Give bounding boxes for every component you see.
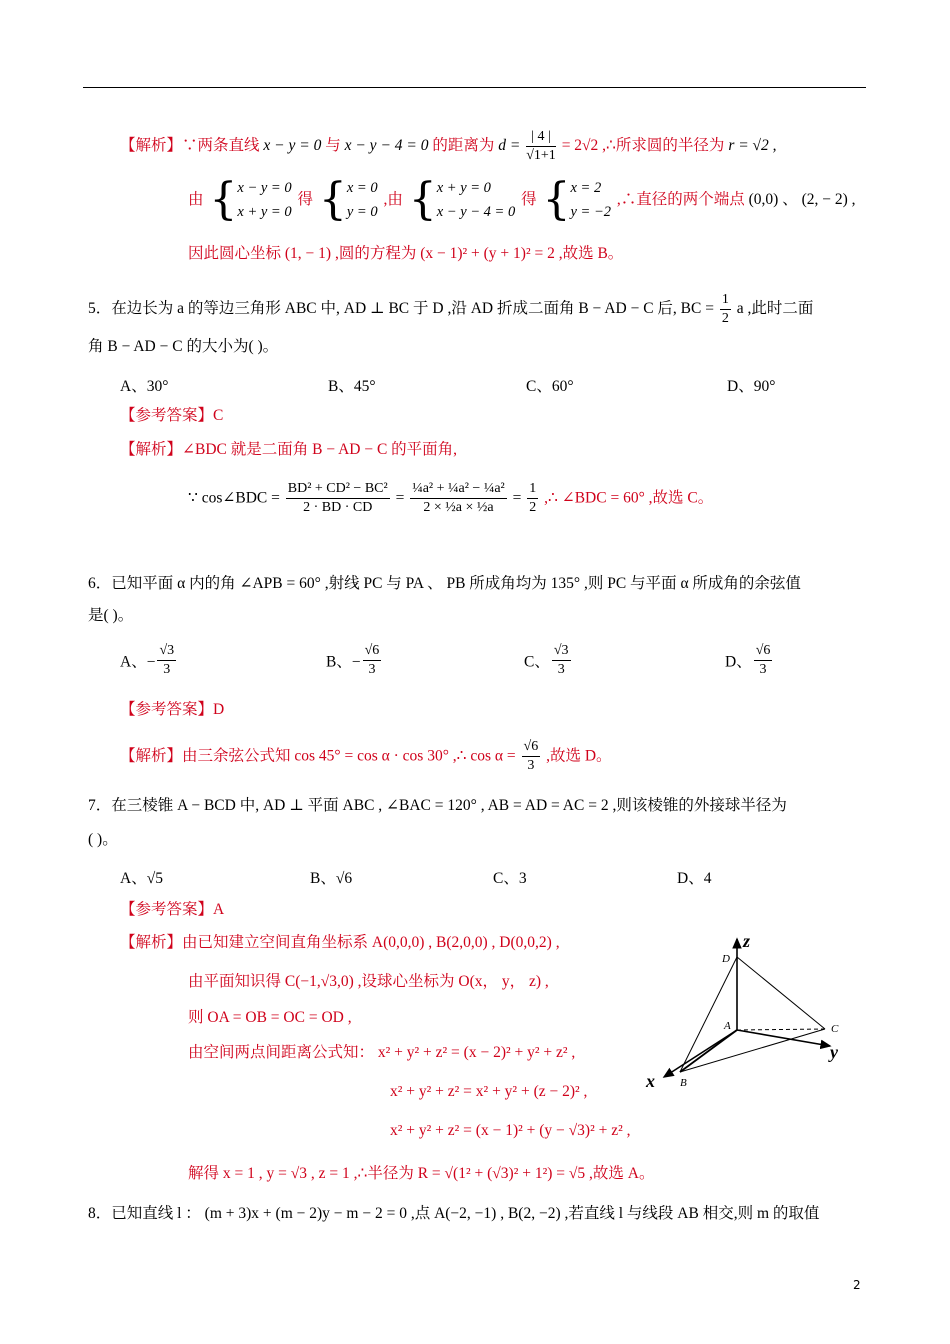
q6-stem-line2: 是( )。 — [88, 607, 134, 624]
equation-system-3: { x + y = 0 x − y − 4 = 0 — [408, 174, 516, 225]
q7-analysis-line5: x² + y² + z² = x² + y² + (z − 2)² , — [390, 1083, 588, 1100]
q5-option-a: A、30° — [120, 378, 169, 395]
edge-dc — [737, 957, 825, 1029]
point-b-label: B — [680, 1077, 687, 1089]
q6-option-c: C、 $\frac{√3}{3}$ — [524, 643, 569, 677]
q5-option-b: B、45° — [328, 378, 376, 395]
q5-option-d: D、90° — [727, 378, 776, 395]
q5-analysis-line2: ∵ cos∠BDC = $\frac{\text{BD² + CD² − BC²}}{2 \cdot BD \cdot CD}$ = $\frac{\text{¼a² + ¼a² − ¼a²}}{\text{2 × ½a × ½a}}$ = $\frac{1}{2}$ ,∴ ∠BDC = 60° ,故选 C。 — [188, 481, 714, 515]
q4-analysis-line3: 因此圆心坐标 (1, − 1) ,圆的方程为 (x − 1)² + (y + 1)² = 2 ,故选 B。 — [188, 245, 624, 262]
q7-analysis-line6: x² + y² + z² = (x − 1)² + (y − √3)² + z² , — [390, 1122, 631, 1139]
y-axis — [737, 1030, 830, 1046]
q5-option-c: C、60° — [526, 378, 574, 395]
q7-analysis-line3: 则 OA = OB = OC = OD , — [188, 1009, 352, 1026]
q7-option-c: C、3 — [493, 870, 527, 887]
equation-system-4: { x = 2 y = −2 — [542, 174, 611, 225]
edge-bc — [680, 1029, 825, 1072]
q5-analysis-line1: 【解析】∠BDC 就是二面角 B − AD − C 的平面角, — [120, 441, 458, 458]
q7-stem-line1: 7．在三棱锥 A − BCD 中, AD ⊥ 平面 ABC , ∠BAC = 120° , AB = AD = AC = 2 ,则该棱锥的外接球半径为 — [88, 797, 787, 814]
q4-analysis-line1: 【解析】∵两条直线 x − y = 0 与 x − y − 4 = 0 的距离为 d = $\frac{| 4 |}{√1+1}$ = 2√2 ,∴所求圆的半径为 r = √2 , — [120, 129, 777, 163]
page-number: 2 — [853, 1278, 861, 1292]
edge-db — [680, 957, 737, 1072]
q5-answer: 【参考答案】C — [120, 407, 224, 424]
q6-option-a: A、− $\frac{√3}{3}$ — [120, 643, 175, 677]
q4-analysis-line2: 由 { x − y = 0 x + y = 0 得 { x = 0 y = 0 ,由 { x + y = 0 x − y − 4 = 0 得 { x = 2 y = −2 ,∴直径的两个端点 (0,0) 、 (2, − 2) , — [188, 174, 856, 225]
q6-option-b: B、− $\frac{√6}{3}$ — [326, 643, 380, 677]
point-a-label: A — [724, 1020, 731, 1032]
q6-analysis: 【解析】由三余弦公式知 cos 45° = cos α · cos 30° ,∴ cos α = $\frac{√6}{3}$ ,故选 D。 — [120, 739, 612, 773]
result-fraction: $\frac{1}{2}$ — [529, 481, 537, 515]
q7-option-a: A、√5 — [120, 870, 163, 887]
point-c-label: C — [831, 1023, 839, 1035]
q5-stem-line2: 角 B − AD − C 的大小为( )。 — [88, 338, 279, 355]
z-label: z — [743, 931, 751, 951]
cosine-law-fraction: $\frac{\text{BD² + CD² − BC²}}{2 \cdot BD \cdot CD}$ — [287, 481, 388, 515]
header-rule — [83, 87, 866, 88]
point-d-label: D — [722, 953, 730, 965]
q6-answer: 【参考答案】D — [120, 701, 225, 718]
y-label: y — [830, 1042, 838, 1062]
q6-stem-line1: 6．已知平面 α 内的角 ∠APB = 60° ,射线 PC 与 PA 、 PB 所成角均为 135° ,则 PC 与平面 α 所成角的余弦值 — [88, 575, 801, 592]
q7-stem-line2: ( )。 — [88, 831, 118, 848]
edge-ab — [680, 1030, 737, 1072]
substituted-fraction: $\frac{\text{¼a² + ¼a² − ¼a²}}{\text{2 × ½a × ½a}}$ — [412, 481, 505, 515]
q7-analysis-line4: 由空间两点间距离公式知： x² + y² + z² = (x − 2)² + y² + z² , — [188, 1044, 576, 1061]
equation-system-1: { x − y = 0 x + y = 0 — [209, 174, 292, 225]
q7-option-d: D、4 — [677, 870, 712, 887]
equation-system-2: { x = 0 y = 0 — [318, 174, 378, 225]
distance-fraction: $\frac{| 4 |}{√1+1}$ — [526, 129, 556, 163]
q7-analysis-line2: 由平面知识得 C(−1,√3,0) ,设球心坐标为 O(x， y， z) , — [188, 973, 549, 990]
q5-stem-line1: 5．在边长为 a 的等边三角形 ABC 中, AD ⊥ BC 于 D ,沿 AD 折成二面角 B − AD − C 后, BC = $\frac{1}{2}$ a ,此时二面 — [88, 292, 814, 326]
q7-analysis-line7: 解得 x = 1 , y = √3 , z = 1 ,∴半径为 R = √(1² + (√3)² + 1²) = √5 ,故选 A。 — [188, 1165, 655, 1182]
half-fraction: $\frac{1}{2}$ — [721, 292, 729, 326]
x-label: x — [646, 1071, 655, 1091]
edge-ac — [737, 1029, 825, 1030]
q7-answer: 【参考答案】A — [120, 901, 225, 918]
q7-analysis-line1: 【解析】由已知建立空间直角坐标系 A(0,0,0) , B(2,0,0) , D(0,0,2) , — [120, 934, 560, 951]
tetrahedron-figure — [640, 925, 860, 1095]
q6-option-d: D、 $\frac{√6}{3}$ — [725, 643, 771, 677]
q7-option-b: B、√6 — [310, 870, 353, 887]
q8-stem-line1: 8．已知直线 l ： (m + 3)x + (m − 2)y − m − 2 = 0 ,点 A(−2, −1) , B(2, −2) ,若直线 l 与线段 AB 相交,则 m 的取值 — [88, 1205, 820, 1222]
